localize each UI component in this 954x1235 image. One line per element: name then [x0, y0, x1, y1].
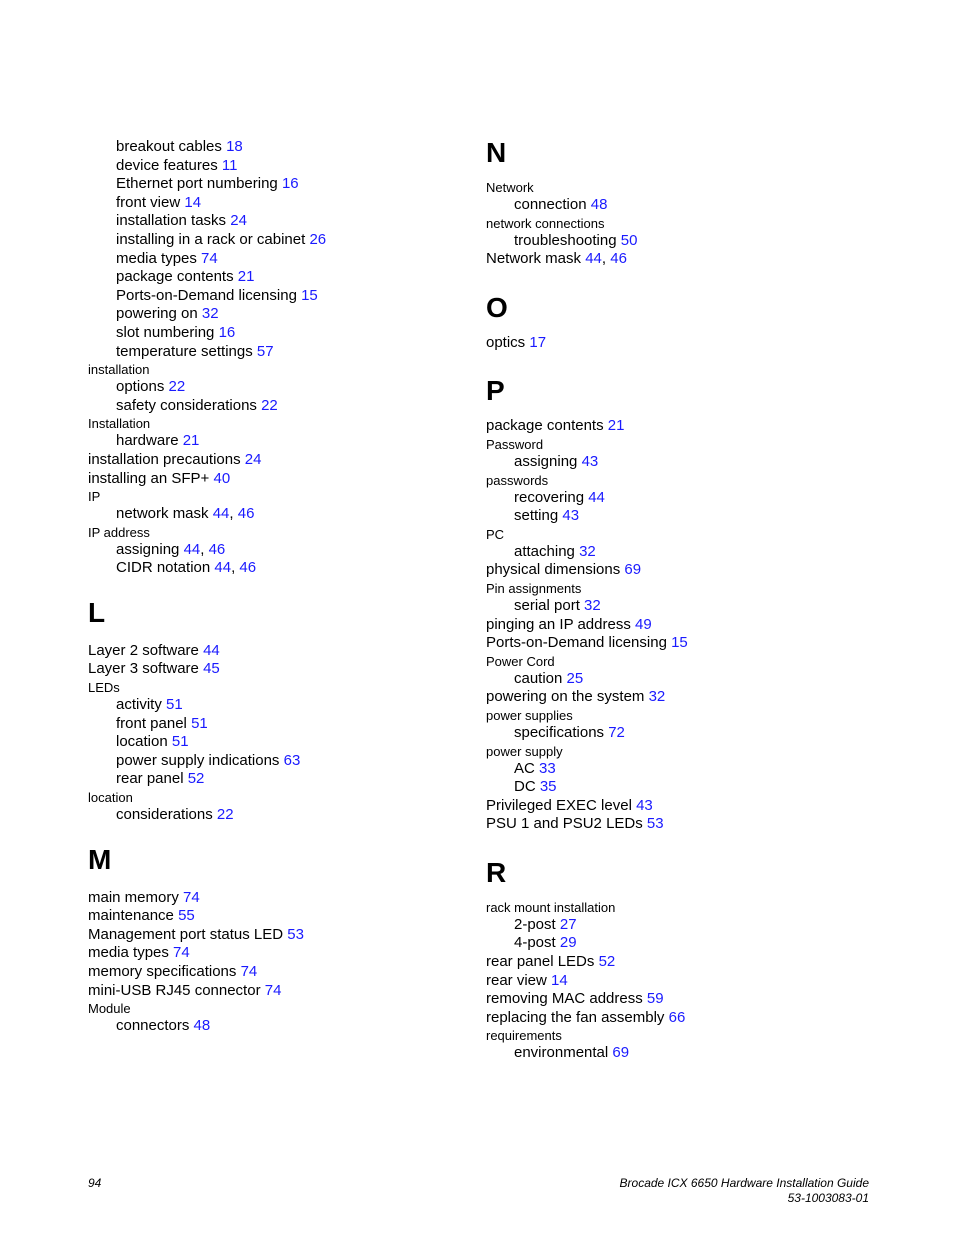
index-term: LEDs: [88, 680, 120, 696]
index-term: recovering: [514, 488, 585, 506]
page-link[interactable]: 72: [608, 723, 625, 741]
section-letter-heading: O: [486, 291, 508, 323]
index-term: installing in a rack or cabinet: [116, 230, 306, 248]
page-link[interactable]: 22: [168, 378, 186, 396]
index-entry: [88, 907, 468, 926]
index-term: Layer 3 software: [88, 660, 199, 678]
page-link[interactable]: 32: [584, 596, 601, 614]
index-term: Layer 2 software: [88, 641, 199, 659]
index-term: Power Cord: [486, 653, 555, 669]
index-term: CIDR notation: [116, 559, 211, 577]
index-entry: [486, 472, 866, 489]
page-link[interactable]: 22: [216, 806, 234, 824]
index-term: package contents: [116, 268, 234, 286]
index-section: [486, 376, 866, 834]
index-entry: [486, 797, 866, 816]
index-term: Management port status LED: [88, 925, 284, 943]
index-entry: [88, 157, 468, 176]
index-term: rack mount installation: [486, 899, 616, 915]
index-entry: [486, 1009, 866, 1028]
index-term: assigning: [116, 540, 180, 558]
index-entry: network mask 44, 46: [116, 505, 255, 523]
index-left-column: [88, 138, 468, 1036]
page-link[interactable]: 66: [668, 1008, 686, 1026]
index-entry: [88, 889, 468, 908]
index-term: hardware: [116, 432, 179, 450]
page-link[interactable]: 15: [301, 286, 318, 304]
index-entry: [486, 561, 866, 580]
page-link[interactable]: 52: [598, 953, 616, 971]
index-term: pinging an IP address: [486, 615, 631, 633]
index-entry: [486, 196, 866, 215]
section-letter-heading: R: [486, 856, 507, 888]
page-number-text: 94: [88, 1176, 102, 1190]
index-term: slot numbering: [116, 323, 215, 341]
index-term: device features: [116, 156, 218, 174]
index-entry: [486, 232, 866, 251]
index-term: Privileged EXEC level: [486, 796, 632, 814]
page-link[interactable]: 16: [218, 323, 236, 341]
index-term: caution: [514, 669, 563, 687]
doc-title: Brocade ICX 6650 Hardware Installation Guide: [619, 1176, 869, 1190]
index-term: options: [116, 378, 165, 396]
index-entry: [88, 138, 468, 157]
page-link[interactable]: 21: [237, 268, 255, 286]
index-term: breakout cables: [116, 138, 222, 155]
index-term: power supplies: [486, 707, 573, 723]
page-link[interactable]: 52: [187, 770, 205, 788]
index-entry: [486, 778, 866, 797]
page-link[interactable]: 17: [529, 333, 547, 351]
index-entry: [486, 436, 866, 453]
page-link[interactable]: 44: [212, 505, 230, 523]
index-entry: [88, 175, 468, 194]
index-term: power supply: [486, 743, 563, 759]
index-entry: [486, 634, 866, 653]
index-entry: [88, 733, 468, 752]
page-link[interactable]: 43: [636, 796, 653, 814]
page-link[interactable]: 35: [539, 778, 557, 796]
index-entry: [486, 653, 866, 670]
index-term: troubleshooting: [514, 231, 617, 249]
page-link[interactable]: 51: [191, 714, 208, 732]
index-entry: [88, 287, 468, 306]
page-link[interactable]: 18: [226, 138, 243, 155]
index-entry: [486, 670, 866, 689]
page-link[interactable]: 44: [585, 250, 602, 268]
index-term: mini-USB RJ45 connector: [88, 981, 261, 999]
index-term: replacing the fan assembly: [486, 1008, 665, 1026]
index-term: front panel: [116, 714, 187, 732]
index-term: removing MAC address: [486, 990, 643, 1008]
index-entry: [486, 934, 866, 953]
index-entry: [486, 972, 866, 991]
index-entry: [486, 616, 866, 635]
page-link[interactable]: 46: [237, 505, 255, 523]
index-entry: CIDR notation 44, 46: [116, 559, 257, 577]
index-entry: [486, 580, 866, 597]
index-entry: [486, 489, 866, 508]
page-link[interactable]: 59: [646, 990, 664, 1008]
page-link[interactable]: 74: [201, 249, 218, 267]
index-entry: [88, 397, 468, 416]
index-term: physical dimensions: [486, 561, 621, 579]
index-term: IP address: [88, 524, 150, 540]
index-entry: [486, 760, 866, 779]
index-term: PSU 1 and PSU2 LEDs: [486, 815, 643, 833]
page-link[interactable]: 50: [620, 231, 638, 249]
index-term: installing an SFP+: [88, 469, 210, 487]
index-term: Ports-on-Demand licensing: [486, 634, 667, 652]
index-entry: [88, 789, 468, 806]
index-entry: [88, 944, 468, 963]
index-term: main memory: [88, 888, 179, 906]
index-term: optics: [486, 333, 526, 351]
page-link[interactable]: 24: [244, 450, 262, 468]
page-link[interactable]: 26: [309, 230, 327, 248]
index-term: 2-post: [514, 915, 556, 933]
index-term: passwords: [486, 472, 549, 488]
page-link[interactable]: 49: [635, 615, 652, 633]
index-entry: [486, 743, 866, 760]
index-term: PC: [486, 526, 505, 542]
index-entry: [486, 688, 866, 707]
page-link[interactable]: 53: [287, 925, 304, 943]
index-term: media types: [116, 249, 197, 267]
footer-doc-info: [620, 1176, 869, 1206]
index-term: network mask: [116, 505, 209, 523]
index-entry: [486, 953, 866, 972]
page-number: [88, 1176, 101, 1191]
index-term: environmental: [514, 1044, 609, 1062]
index-term: AC: [514, 759, 535, 777]
index-term: specifications: [514, 723, 605, 741]
index-entry: [486, 724, 866, 743]
index-term: safety considerations: [116, 396, 257, 414]
page-link[interactable]: 74: [173, 944, 190, 962]
index-term: Ports-on-Demand licensing: [116, 286, 297, 304]
page-link[interactable]: 21: [182, 432, 200, 450]
index-entry: [88, 696, 468, 715]
index-term: serial port: [514, 596, 580, 614]
index-entry: [88, 415, 468, 432]
page-link[interactable]: 74: [183, 888, 200, 906]
index-entry: [88, 1017, 468, 1036]
page-link[interactable]: 32: [579, 542, 596, 560]
page-link[interactable]: 24: [230, 212, 247, 230]
page-link[interactable]: 55: [178, 907, 195, 925]
index-term: media types: [88, 944, 169, 962]
index-entry: [88, 361, 468, 378]
index-term: front view: [116, 193, 181, 211]
index-entry: [486, 543, 866, 562]
index-entry: [486, 179, 866, 196]
page-link[interactable]: 14: [184, 193, 202, 211]
page-link[interactable]: 63: [283, 751, 301, 769]
index-term: rear panel LEDs: [486, 953, 595, 971]
index-entry: [88, 770, 468, 789]
index-term: installation precautions: [88, 450, 241, 468]
index-term: Network mask: [486, 250, 582, 268]
index-entry: [88, 451, 468, 470]
index-term: power supply indications: [116, 751, 280, 769]
page-link[interactable]: 11: [221, 156, 238, 174]
page-link[interactable]: 44: [214, 559, 232, 577]
index-term: assigning: [514, 452, 578, 470]
index-term: package contents: [486, 417, 604, 435]
page-link[interactable]: 51: [171, 733, 189, 751]
page-link[interactable]: 16: [281, 175, 299, 193]
index-entry: [88, 752, 468, 771]
index-entry: [88, 250, 468, 269]
page-link[interactable]: 48: [193, 1017, 211, 1035]
index-term: memory specifications: [88, 963, 237, 980]
index-entry: [486, 417, 866, 436]
index-term: network connections: [486, 215, 605, 231]
index-term: powering on: [116, 305, 198, 323]
index-term: rear view: [486, 971, 547, 989]
index-entry: [486, 916, 866, 935]
index-entry: [486, 815, 866, 834]
index-entry: [486, 1044, 866, 1063]
page-link[interactable]: 25: [566, 669, 584, 687]
page-link[interactable]: 51: [166, 696, 183, 714]
index-term: connectors: [116, 1017, 190, 1035]
index-entry: [88, 343, 468, 362]
index-term: location: [116, 733, 168, 751]
index-term: maintenance: [88, 907, 174, 925]
index-term: setting: [514, 507, 559, 525]
index-term: Ethernet port numbering: [116, 175, 278, 193]
index-entry: [88, 715, 468, 734]
index-term: location: [88, 790, 133, 806]
page-link[interactable]: 45: [203, 660, 220, 678]
index-entry: [88, 1000, 468, 1017]
doc-number: 53-1003083-01: [787, 1191, 869, 1205]
index-entry: [88, 524, 468, 541]
page-link[interactable]: 32: [201, 305, 219, 323]
page-link[interactable]: 22: [261, 396, 278, 414]
index-term: installation: [88, 362, 150, 378]
index-entry: [88, 963, 468, 982]
page-link[interactable]: 46: [208, 540, 226, 558]
index-section: [88, 845, 468, 1036]
index-entry: [88, 926, 468, 945]
index-term: temperature settings: [116, 342, 253, 360]
page-link[interactable]: 33: [539, 759, 556, 777]
page-link[interactable]: 27: [559, 915, 577, 933]
index-term: Installation: [88, 416, 151, 432]
index-right-column: [486, 138, 866, 1063]
page-link[interactable]: 46: [610, 250, 627, 268]
index-term: considerations: [116, 806, 213, 824]
index-section: [486, 138, 866, 269]
index-entry: [88, 194, 468, 213]
index-term: DC: [514, 778, 536, 796]
index-entry: [88, 212, 468, 231]
index-term: Password: [486, 436, 544, 452]
index-entry: [88, 470, 468, 489]
index-term: attaching: [514, 542, 575, 560]
index-entry: [88, 660, 468, 679]
index-entry: [486, 215, 866, 232]
index-entry: [486, 526, 866, 543]
page-link[interactable]: 29: [559, 934, 577, 952]
index-entry: [88, 432, 468, 451]
page-link[interactable]: 48: [590, 196, 608, 213]
page-link[interactable]: 44: [183, 540, 201, 558]
index-term: 4-post: [514, 934, 556, 952]
page-link[interactable]: 53: [646, 815, 664, 833]
page-link[interactable]: 74: [264, 981, 282, 999]
index-entry: Network mask 44, 46: [486, 250, 627, 268]
index-term: activity: [116, 696, 162, 714]
index-entry: [88, 378, 468, 397]
index-entry: [486, 597, 866, 616]
index-term: Network: [486, 180, 534, 195]
index-section: [486, 858, 866, 1063]
section-letter-heading: L: [88, 596, 106, 628]
index-entry: [486, 899, 866, 916]
index-entry: [88, 305, 468, 324]
index-term: installation tasks: [116, 212, 227, 230]
page-link[interactable]: 32: [648, 688, 666, 706]
page-link[interactable]: 44: [588, 488, 605, 506]
index-term: Pin assignments: [486, 580, 582, 596]
index-entry: [88, 324, 468, 343]
page-link[interactable]: 14: [551, 971, 568, 989]
index-term: Module: [88, 1001, 131, 1017]
index-entry: [88, 642, 468, 661]
index-entry: [486, 707, 866, 724]
index-entry: [88, 268, 468, 287]
page-link[interactable]: 46: [239, 559, 257, 577]
index-entry: [486, 990, 866, 1009]
index-entry: [486, 334, 866, 353]
page-link[interactable]: 40: [213, 469, 231, 487]
index-entry: [88, 806, 468, 825]
index-term: powering on the system: [486, 688, 645, 706]
page-link[interactable]: 74: [240, 963, 258, 980]
page-link[interactable]: 43: [581, 452, 599, 470]
section-letter-heading: M: [88, 843, 112, 875]
section-letter-heading: P: [486, 375, 505, 407]
index-entry: [486, 1027, 866, 1044]
index-term: connection: [514, 196, 587, 213]
page-link[interactable]: 57: [256, 342, 274, 360]
index-section: [486, 293, 866, 353]
section-letter-heading: N: [486, 137, 507, 168]
page-link[interactable]: 15: [671, 634, 688, 652]
page-link[interactable]: 69: [624, 561, 642, 579]
index-entry: [486, 507, 866, 526]
index-section: [88, 138, 468, 578]
index-entry: [88, 679, 468, 696]
index-entry: [88, 231, 468, 250]
index-section: [88, 598, 468, 825]
page-link[interactable]: 44: [203, 641, 220, 659]
index-entry: [486, 453, 866, 472]
page-link[interactable]: 43: [562, 507, 580, 525]
page-link[interactable]: 21: [607, 417, 625, 435]
index-term: rear panel: [116, 770, 184, 788]
index-term: requirements: [486, 1028, 562, 1044]
page-link[interactable]: 69: [612, 1044, 630, 1062]
index-entry: [88, 982, 468, 1001]
index-entry: [88, 488, 468, 505]
index-term: IP: [88, 489, 101, 505]
index-entry: assigning 44, 46: [116, 540, 226, 558]
